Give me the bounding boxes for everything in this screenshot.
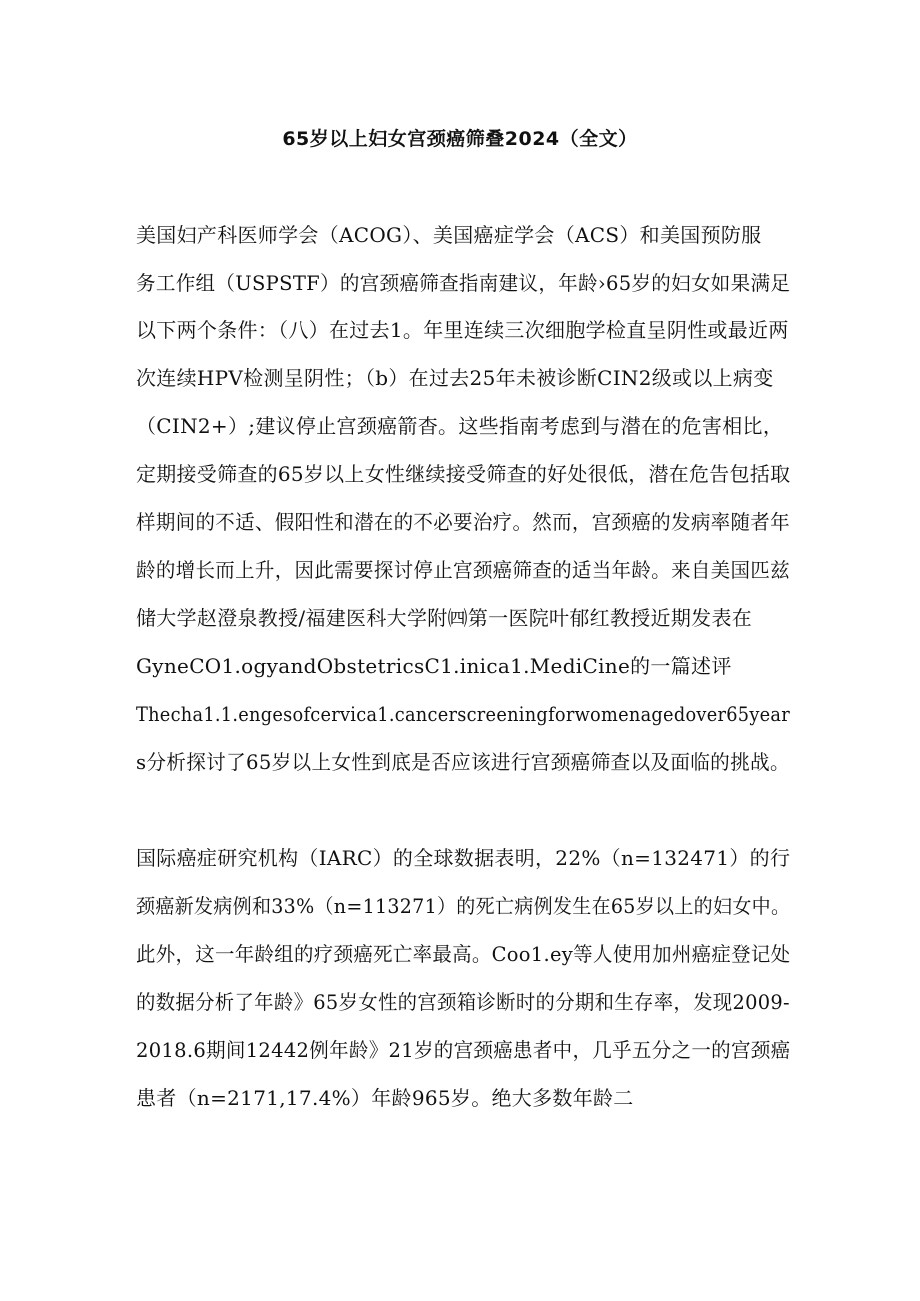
paragraph-line: 的数据分析了年龄》65岁女性的宫颈箱诊断时的分期和生存率，发现2009-: [136, 990, 790, 1014]
document-title: 65岁以上妇女宫颈癌筛叠2024（全文）: [282, 128, 638, 150]
paragraph-line: （CIN2+）;建议停止宫颈癌箭杳。这些指南考虑到与潜在的危害相比，: [136, 414, 784, 438]
paragraph-line: 定期接受筛查的65岁以上女性继续接受筛查的好处很低，潜在危告包括取: [136, 462, 791, 486]
paragraph-line: 此外，这一年龄组的疗颈癌死亡率最高。Coo1.ey等人使用加州癌症登记处: [136, 942, 791, 966]
paragraph-line: 2018.6期间12442例年龄》21岁的宫颈癌患者中，几乎五分之一的宫颈癌: [136, 1038, 791, 1062]
paragraph-line: 储大学赵澄泉教授/福建医科大学附㈣第一医院叶郁红教授近期发表在: [136, 606, 753, 630]
paragraph-line: 颈癌新发病例和33%（n=113271）的死亡病例发生在65岁以上的妇女中。: [136, 894, 791, 918]
paragraph-line: 务工作组（USPSTF）的宫颈癌筛查指南建议，年龄›65岁的妇女如果满足: [136, 271, 791, 295]
paragraph-line: 美国妇产科医师学会（ACOG）、美国癌症学会（ACS）和美国预防服: [136, 223, 762, 247]
paragraph-line: 次连续HPV检测呈阴性；（b）在过去25年未被诊断CIN2级或以上病变: [136, 366, 774, 390]
paragraph-line: 患者（n=2171,17.4%）年龄965岁。绝大多数年龄二: [136, 1086, 634, 1110]
paragraph-line: 龄的增长而上升，因此需要探讨停止宫颈癌筛查的适当年龄。来自美国匹兹: [136, 558, 790, 582]
paragraph-line: GyneCO1.ogyandObstetricsC1.inica1.MediCine的一篇述评: [136, 654, 732, 678]
paragraph-line: 样期间的不适、假阳性和潜在的不必要治疗。然而，宫颈癌的发病率随者年: [136, 510, 790, 534]
paragraph-line: s分析探讨了65岁以上女性到底是否应该进行宫颈癌筛查以及面临的挑战。: [136, 750, 790, 774]
paragraph-line: 国际癌症研究机构（IARC）的全球数据表明，22%（n=132471）的行: [136, 846, 791, 870]
paragraph-line: 以下两个条件：（八）在过去1。年里连续三次细胞学检直呈阴性或最近两: [136, 318, 789, 342]
paragraph-line: Thecha1.1.engesofcervica1.cancerscreeningforwomenagedover65year: [136, 702, 790, 726]
